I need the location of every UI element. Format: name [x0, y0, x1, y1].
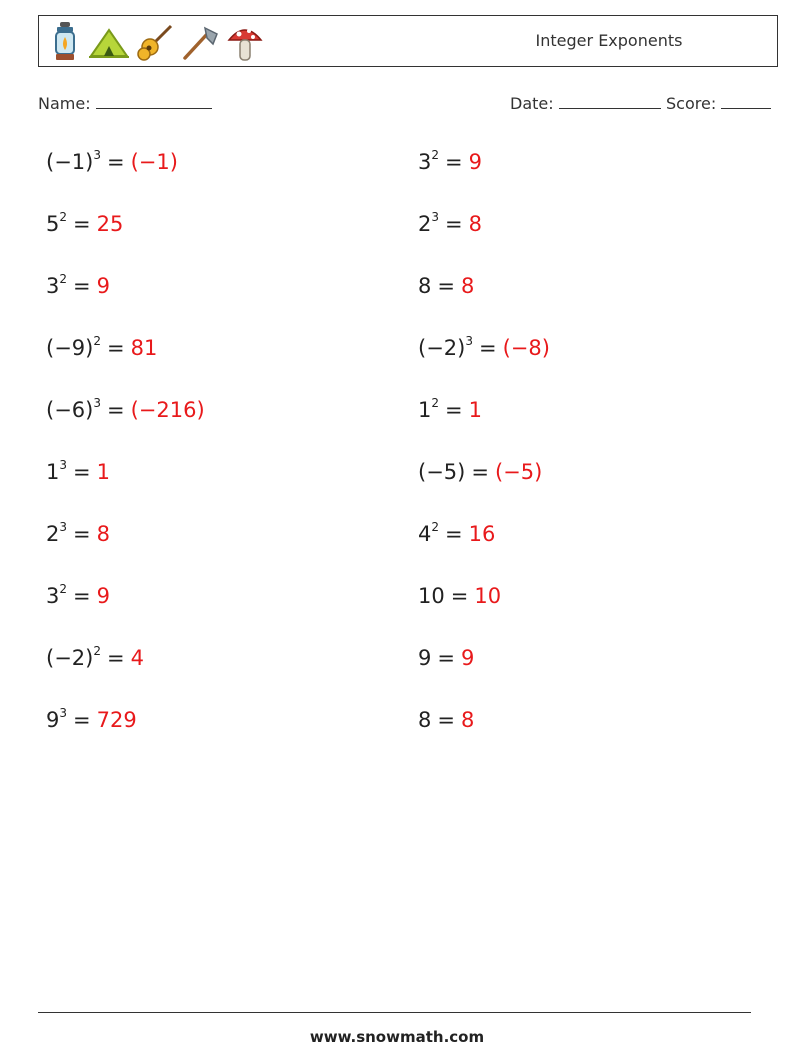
problem-answer: 8: [460, 274, 475, 298]
equals-sign: =: [445, 522, 463, 546]
problem-exponent: 2: [431, 396, 440, 410]
mushroom-icon: [225, 20, 265, 64]
equals-sign: =: [437, 708, 455, 732]
problem-base: (−9): [46, 336, 94, 360]
problem-base: 2: [418, 212, 432, 236]
problem-exponent: 2: [59, 210, 68, 224]
problem-answer: 9: [460, 646, 475, 670]
equals-sign: =: [73, 522, 91, 546]
problem-item: [46, 148, 178, 176]
equals-sign: =: [73, 212, 91, 236]
problem-answer: 16: [468, 522, 496, 546]
worksheet-title: Integer Exponents: [535, 31, 683, 50]
problem-item: [418, 334, 550, 362]
problem-answer: 1: [96, 460, 110, 484]
problem-base: 8: [418, 708, 432, 732]
score-label: Score:: [666, 94, 717, 113]
problem-item: [46, 334, 157, 362]
problem-exponent: 2: [93, 644, 101, 658]
axe-icon: [179, 20, 223, 64]
problem-exponent: 2: [431, 520, 440, 534]
problem-base: 3: [46, 274, 60, 298]
equals-sign: =: [471, 460, 489, 484]
problem-item: [418, 458, 542, 486]
problem-item: [46, 272, 110, 300]
problem-item: [418, 272, 474, 300]
date-blank[interactable]: [559, 94, 661, 109]
footer-divider: [38, 1012, 751, 1013]
problem-item: [46, 706, 137, 734]
problem-item: [418, 706, 474, 734]
score-blank[interactable]: [721, 94, 771, 109]
equals-sign: =: [450, 584, 469, 608]
problem-answer: 25: [96, 212, 124, 236]
guitar-icon: [133, 20, 177, 64]
problem-answer: (−8): [502, 336, 550, 360]
name-blank[interactable]: [96, 94, 212, 109]
problem-base: 5: [46, 212, 60, 236]
problem-item: [418, 396, 482, 424]
problem-base: 9: [46, 708, 60, 732]
problem-answer: (−5): [494, 460, 543, 484]
problem-answer: (−216): [130, 398, 205, 422]
equals-sign: =: [437, 274, 455, 298]
problem-base: 3: [418, 150, 432, 174]
equals-sign: =: [445, 212, 463, 236]
problem-answer: 81: [130, 336, 158, 360]
problem-item: [46, 644, 144, 672]
problem-exponent: 3: [59, 706, 68, 720]
problem-item: [418, 520, 495, 548]
equals-sign: =: [445, 150, 463, 174]
equals-sign: =: [478, 336, 497, 360]
equals-sign: =: [437, 646, 455, 670]
problem-base: 3: [46, 584, 60, 608]
problem-answer: 9: [96, 584, 110, 608]
name-field[interactable]: [38, 94, 212, 113]
problem-exponent: 3: [431, 210, 440, 224]
problem-base: 10: [418, 584, 445, 608]
footer-url: www.snowmath.com: [309, 1028, 485, 1046]
equals-sign: =: [106, 398, 125, 422]
problem-base: 4: [418, 522, 432, 546]
problem-item: [418, 210, 482, 238]
problem-answer: 1: [468, 398, 482, 422]
tent-icon: [87, 20, 131, 64]
date-label: Date:: [510, 94, 554, 113]
problem-base: 1: [46, 460, 60, 484]
problem-item: [418, 582, 501, 610]
problem-answer: 9: [96, 274, 110, 298]
problem-item: [46, 396, 205, 424]
problem-answer: 8: [96, 522, 110, 546]
problem-item: [418, 644, 474, 672]
problem-base: 8: [418, 274, 432, 298]
date-field[interactable]: [510, 94, 661, 113]
problem-exponent: 3: [59, 520, 68, 534]
problem-base: (−5): [418, 460, 466, 484]
equals-sign: =: [106, 646, 125, 670]
problem-exponent: 3: [59, 458, 68, 472]
problem-exponent: 3: [465, 334, 473, 348]
equals-sign: =: [73, 274, 91, 298]
problem-exponent: 2: [93, 334, 101, 348]
problem-answer: 8: [460, 708, 475, 732]
problem-answer: 8: [468, 212, 482, 236]
equals-sign: =: [106, 150, 125, 174]
lantern-icon: [45, 20, 85, 64]
problem-base: (−6): [46, 398, 94, 422]
problem-answer: 729: [96, 708, 137, 732]
problem-base: 2: [46, 522, 60, 546]
problem-answer: 4: [130, 646, 144, 670]
problem-answer: 10: [474, 584, 502, 608]
worksheet-header: [38, 15, 778, 67]
equals-sign: =: [73, 584, 91, 608]
problem-exponent: 3: [93, 148, 101, 162]
problem-exponent: 3: [93, 396, 101, 410]
equals-sign: =: [445, 398, 463, 422]
problem-base: (−2): [418, 336, 466, 360]
equals-sign: =: [73, 708, 91, 732]
problem-item: [46, 458, 110, 486]
problem-exponent: 2: [431, 148, 440, 162]
problem-item: [418, 148, 482, 176]
problem-answer: 9: [468, 150, 482, 174]
equals-sign: =: [106, 336, 125, 360]
equals-sign: =: [73, 460, 91, 484]
problem-base: (−1): [46, 150, 94, 174]
problem-base: (−2): [46, 646, 94, 670]
name-label: Name:: [38, 94, 91, 113]
score-field[interactable]: [666, 94, 771, 113]
problem-exponent: 2: [59, 272, 68, 286]
problem-item: [46, 210, 123, 238]
problem-item: [46, 582, 110, 610]
problem-base: 1: [418, 398, 432, 422]
problem-base: 9: [418, 646, 432, 670]
problem-item: [46, 520, 110, 548]
problem-exponent: 2: [59, 582, 68, 596]
problem-answer: (−1): [130, 150, 178, 174]
header-icons: [45, 20, 265, 64]
